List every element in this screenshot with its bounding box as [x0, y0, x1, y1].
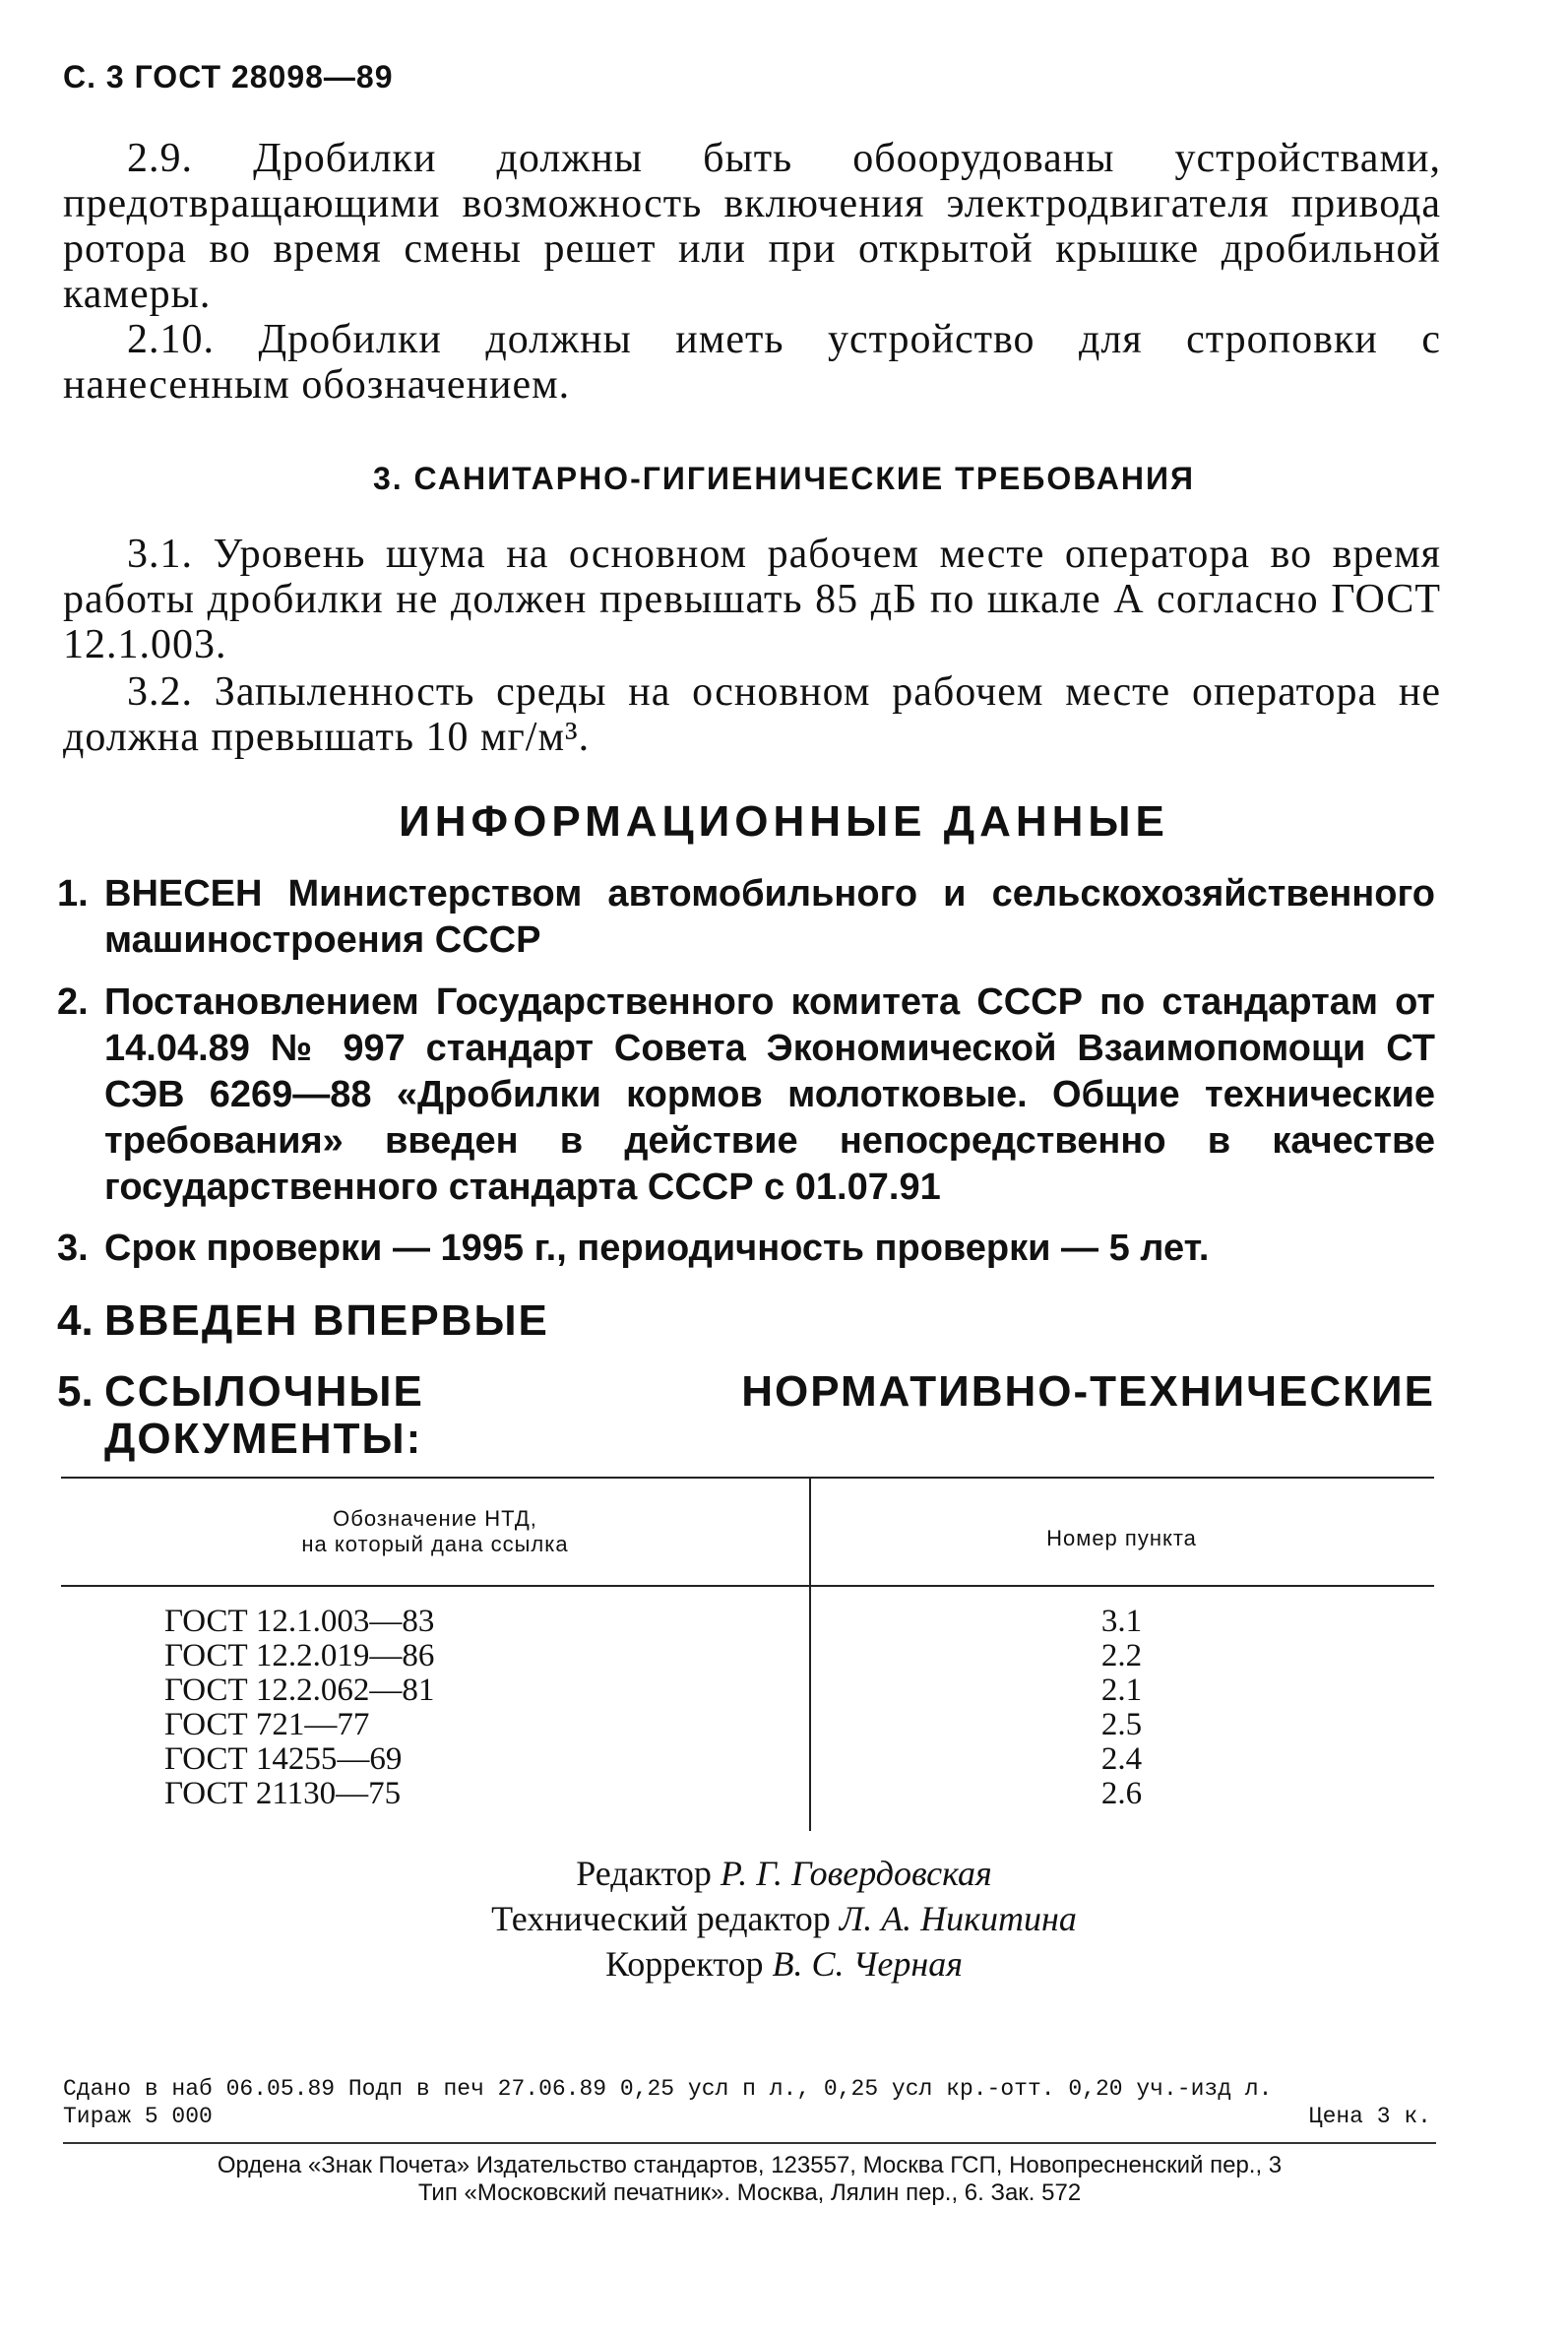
table-cell-item: 2.2 — [1100, 1638, 1143, 1673]
info-item-text: ВНЕСЕН Министерством автомобильного и сельскохозяйственного машиностроения СССР — [104, 873, 1435, 961]
info-item-text: ВВЕДЕН ВПЕРВЫЕ — [104, 1296, 549, 1345]
section-3-title: 3. САНИТАРНО-ГИГИЕНИЧЕСКИЕ ТРЕБОВАНИЯ — [372, 461, 1196, 496]
info-item-2 — [57, 979, 1435, 1211]
info-item-text: Срок проверки — 1995 г., периодичность проверки — 5 лет. — [104, 1228, 1210, 1269]
info-item-number: 5. — [57, 1367, 94, 1416]
credits-block — [0, 1851, 1568, 1987]
table-cell-item: 3.1 — [1100, 1604, 1143, 1639]
table-header-rule — [61, 1585, 1434, 1587]
info-item-number: 2. — [57, 981, 89, 1023]
table-header-item-number: Номер пункта — [1046, 1526, 1197, 1550]
price: Цена 3 к. — [1308, 2104, 1431, 2129]
info-item-text: ССЫЛОЧНЫЕ НОРМАТИВНО-ТЕХНИЧЕСКИЕ ДОКУМЕНТЫ: — [104, 1367, 1435, 1463]
credit-corrector: Корректор В. С. Черная — [605, 1944, 963, 1984]
info-item-text: Постановлением Государственного комитета СССР по стандартам от 14.04.89 № 997 стандарт Совета Экономической Взаимопомощи СТ СЭВ 6269—88 «Дробилки кормов молотковые. Общие технические требования» введен в действие непосредственно в качестве государственного стандарта СССР с 01.07.91 — [104, 981, 1435, 1208]
page-header: С. 3 ГОСТ 28098—89 — [63, 59, 394, 95]
table-cell-doc: ГОСТ 721—77 — [164, 1707, 370, 1742]
credit-tech-editor: Технический редактор Л. А. Никитина — [491, 1899, 1077, 1938]
paragraph-3-2: 3.2. Запыленность среды на основном рабочем месте оператора не должна превышать 10 мг/м³. — [63, 669, 1441, 760]
table-cell-doc: ГОСТ 12.2.019—86 — [164, 1638, 435, 1673]
paragraph-2-9: 2.9. Дробилки должны быть обоорудованы устройствами, предотвращающими возможность включения электродвигателя привода ротора во время смены решет или при открытой крышке дробильной камеры. — [63, 136, 1441, 317]
table-cell-doc: ГОСТ 12.2.062—81 — [164, 1672, 435, 1708]
info-item-3 — [57, 1226, 1435, 1272]
info-item-number: 3. — [57, 1228, 89, 1269]
info-item-5 — [57, 1368, 1435, 1463]
table-cell-item: 2.1 — [1100, 1672, 1143, 1708]
info-item-4 — [57, 1297, 1435, 1345]
table-header-designation: Обозначение НТД, на который дана ссылка — [301, 1506, 569, 1556]
print-info-row — [63, 2103, 1431, 2130]
info-item-1 — [57, 871, 1435, 964]
table-cell-doc: ГОСТ 14255—69 — [164, 1741, 403, 1777]
paragraph-3-1: 3.1. Уровень шума на основном рабочем месте оператора во время работы дробилки не должен превышать 85 дБ по шкале А согласно ГОСТ 12.1.003. — [63, 532, 1441, 667]
credit-editor: Редактор Р. Г. Говердовская — [576, 1854, 992, 1893]
table-item-column — [809, 1605, 1434, 1811]
table-cell-item: 2.6 — [1100, 1776, 1143, 1811]
print-info-line: Сдано в наб 06.05.89 Подп в печ 27.06.89 0,25 усл п л., 0,25 усл кр.-отт. 0,20 уч.-изд л. — [63, 2076, 1273, 2102]
imprint-printer: Тип «Московский печатник». Москва, Лялин пер., 6. Зак. 572 — [417, 2179, 1082, 2206]
imprint-publisher: Ордена «Знак Почета» Издательство стандартов, 123557, Москва ГСП, Новопресненский пер., 3 — [217, 2152, 1283, 2178]
table-cell-item: 2.5 — [1100, 1707, 1143, 1742]
table-cell-doc: ГОСТ 21130—75 — [164, 1776, 402, 1811]
info-item-number: 1. — [57, 873, 89, 915]
imprint-rule — [63, 2142, 1436, 2144]
info-item-number: 4. — [57, 1296, 94, 1345]
paragraph-2-10: 2.10. Дробилки должны иметь устройство для строповки с нанесенным обозначением. — [63, 317, 1441, 408]
info-section-title: ИНФОРМАЦИОННЫЕ ДАННЫЕ — [399, 797, 1169, 846]
table-top-rule — [61, 1477, 1434, 1479]
circulation: Тираж 5 000 — [63, 2104, 213, 2129]
table-cell-doc: ГОСТ 12.1.003—83 — [164, 1604, 435, 1639]
table-cell-item: 2.4 — [1100, 1741, 1143, 1777]
table-designation-column — [164, 1605, 434, 1811]
reference-documents-table — [61, 1477, 1434, 1826]
